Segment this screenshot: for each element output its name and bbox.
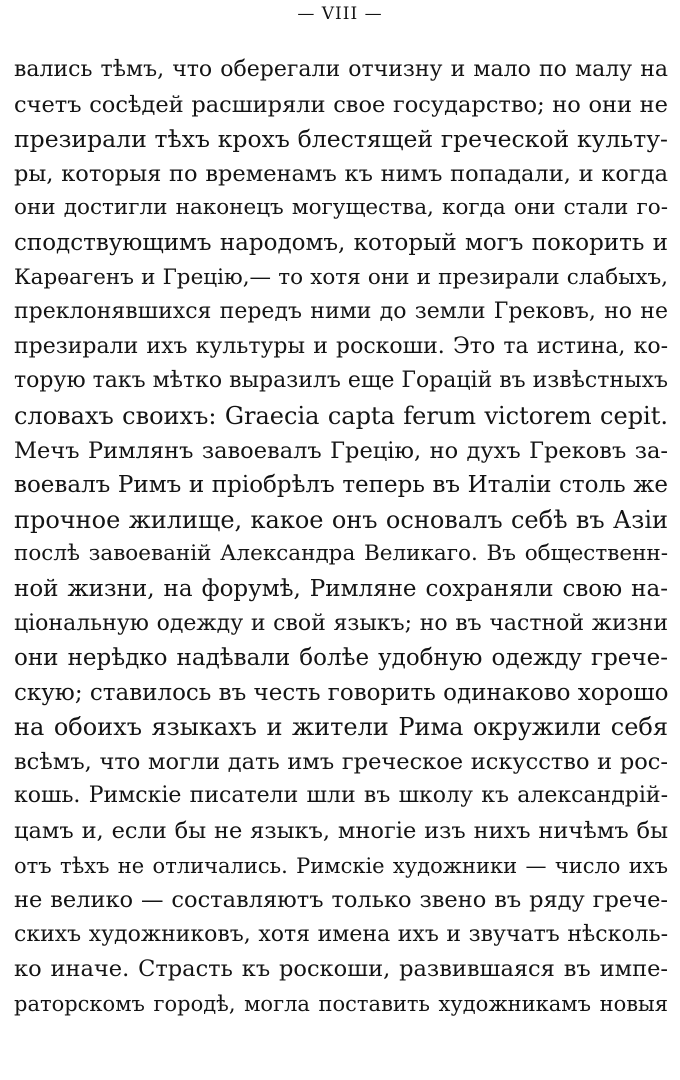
text-line: Карѳагенъ и Грецію,— то хотя они и презирали слабыхъ,	[14, 264, 668, 290]
text-line: всѣмъ, что могли дать имъ греческое искусство и рос-	[14, 748, 668, 775]
text-line: ко иначе. Страсть къ роскоши, развившаяся въ импе-	[14, 956, 668, 983]
text-line: презирали тѣхъ крохъ блестящей греческой культу-	[14, 125, 668, 154]
text-line: они достигли наконецъ могущества, когда они стали го-	[14, 195, 668, 221]
text-line: цамъ и, если бы не языкъ, многіе изъ нихъ ничѣмъ бы	[14, 818, 668, 845]
text-line: скую; ставилось въ честь говорить одинаково хорошо	[14, 679, 668, 706]
text-line: скихъ художниковъ, хотя имена ихъ и звучатъ нѣсколь-	[14, 921, 668, 947]
text-line: сподствующимъ народомъ, который могъ покорить и	[14, 229, 668, 256]
text-line: на обоихъ языкахъ и жители Рима окружили себя	[14, 713, 668, 742]
text-line: послѣ завоеваній Александра Великаго. Въ общественн-	[14, 541, 668, 567]
body-text	[14, 53, 668, 1022]
text-line: торую такъ мѣтко выразилъ еще Горацій въ извѣстныхъ	[14, 368, 668, 394]
text-line: не велико — составляютъ только звено въ ряду грече-	[14, 887, 668, 914]
text-line: отъ тѣхъ не отличались. Римскіе художники — число ихъ	[14, 853, 668, 878]
text-line: презирали ихъ культуры и роскоши. Это та истина, ко-	[14, 333, 668, 359]
text-line: Мечъ Римлянъ завоевалъ Грецію, но духъ Грековъ за-	[14, 437, 668, 464]
text-line: вались тѣмъ, что оберегали отчизну и мало по малу на	[14, 57, 668, 82]
text-line: словахъ своихъ: Graecia capta ferum victorem cepit.	[14, 401, 668, 430]
text-line: они нерѣдко надѣвали болѣе удобную одежду грече-	[14, 645, 668, 672]
text-line: прочное жилище, какое онъ основалъ себѣ въ Азіи	[14, 505, 668, 534]
text-line: воевалъ Римъ и пріобрѣлъ теперь въ Италіи столь же	[14, 472, 668, 499]
text-line: счетъ сосѣдей расширяли свое государство; но они не	[14, 91, 668, 118]
text-line: кошь. Римскіе писатели шли въ школу къ александрій-	[14, 783, 668, 809]
text-line: ной жизни, на форумѣ, Римляне сохраняли свою на-	[14, 575, 668, 602]
text-line: преклонявшихся передъ ними до земли Грековъ, но не	[14, 299, 668, 325]
text-line: ры, которыя по временамъ къ нимъ попадали, и когда	[14, 160, 668, 187]
text-line: ціональную одежду и свой языкъ; но въ частной жизни	[14, 610, 668, 636]
text-line: раторскомъ городѣ, могла поставить художникамъ новыя	[14, 992, 668, 1017]
page-number: — VIII —	[297, 4, 383, 24]
